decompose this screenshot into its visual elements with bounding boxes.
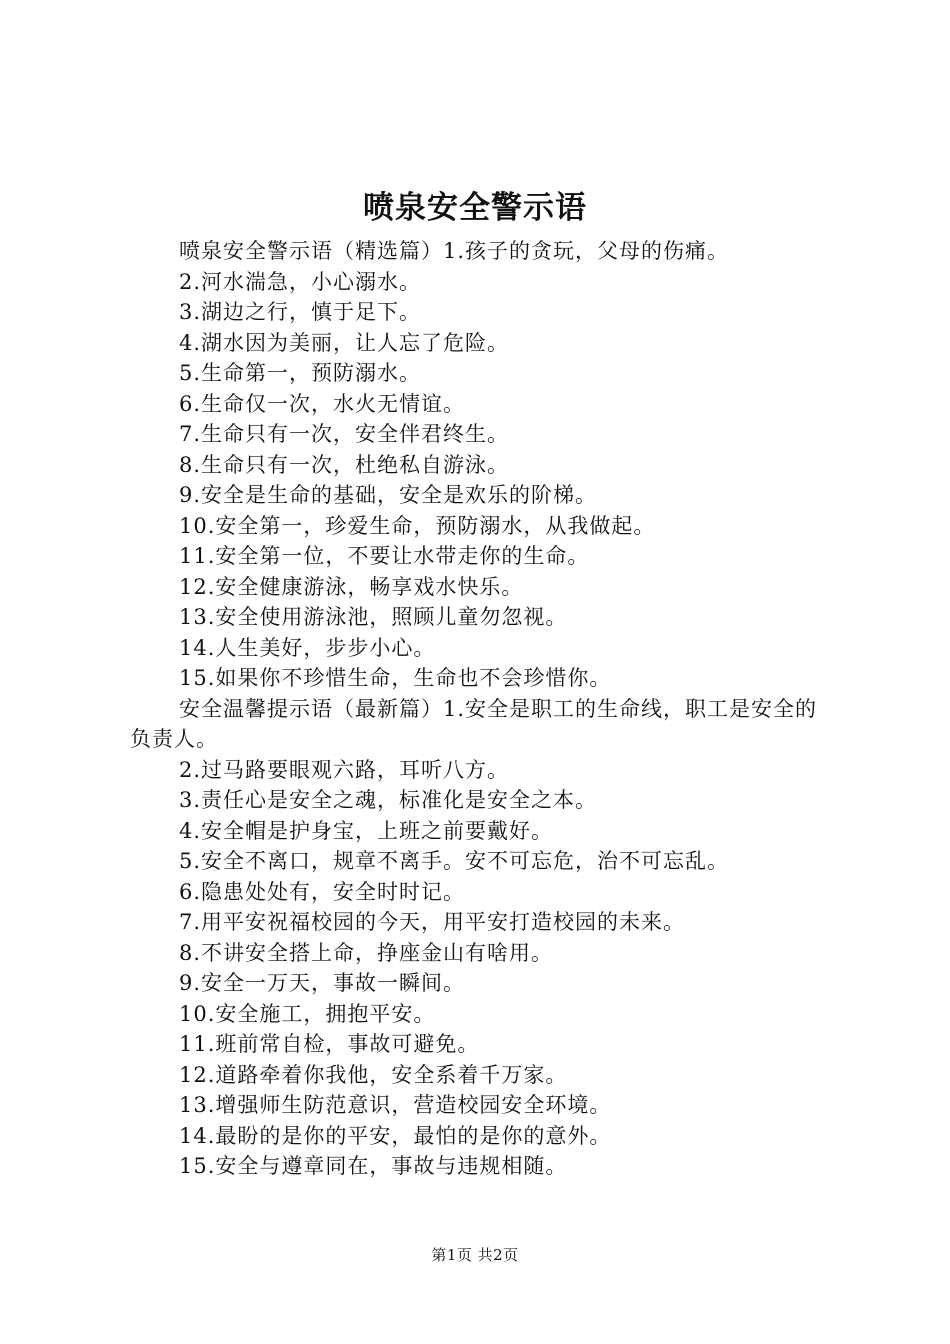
list-item: 10.安全第一，珍爱生命，预防溺水，从我做起。 <box>179 513 656 538</box>
list-item: 2.过马路要眼观六路，耳听八方。 <box>179 757 510 782</box>
list-item: 15.如果你不珍惜生命，生命也不会珍惜你。 <box>179 666 612 690</box>
list-item: 3.湖边之行，慎于足下。 <box>179 300 422 324</box>
list-item: 11.班前常自检，事故可避免。 <box>179 1032 480 1056</box>
list-item: 7.用平安祝福校园的今天，用平安打造校园的未来。 <box>179 910 686 934</box>
list-item: 5.生命第一，预防溺水。 <box>179 361 422 385</box>
document-body <box>130 236 830 1182</box>
list-item: 11.安全第一位，不要让水带走你的生命。 <box>179 544 590 568</box>
list-item: 9.安全是生命的基础，安全是欢乐的阶梯。 <box>179 483 598 507</box>
list-item: 3.责任心是安全之魂，标准化是安全之本。 <box>179 788 598 812</box>
list-item: 4.安全帽是护身宝，上班之前要戴好。 <box>179 818 554 843</box>
list-item: 5.安全不离口，规章不离手。安不可忘危，治不可忘乱。 <box>179 849 730 873</box>
list-item: 14.最盼的是你的平安，最怕的是你的意外。 <box>179 1123 612 1148</box>
list-item: 14.人生美好，步步小心。 <box>179 635 436 660</box>
list-item: 9.安全一万天，事故一瞬间。 <box>179 971 466 995</box>
list-item: 7.生命只有一次，安全伴君终生。 <box>179 422 510 446</box>
list-item: 12.道路牵着你我他，安全系着千万家。 <box>179 1062 568 1087</box>
list-item: 4.湖水因为美丽，让人忘了危险。 <box>179 330 510 355</box>
section2-intro: 安全温馨提示语（最新篇）1.安全是职工的生命线，职工是安全的负责人。 <box>130 696 818 751</box>
document-title: 喷泉安全警示语 <box>363 190 587 226</box>
list-item: 10.安全施工，拥抱平安。 <box>179 1001 436 1026</box>
list-item: 8.生命只有一次，杜绝私自游泳。 <box>179 452 510 477</box>
list-item: 15.安全与遵章同在，事故与违规相随。 <box>179 1154 568 1178</box>
list-item: 6.隐患处处有，安全时时记。 <box>179 879 466 904</box>
list-item: 2.河水湍急，小心溺水。 <box>179 269 422 294</box>
list-item: 6.生命仅一次，水火无情谊。 <box>179 391 466 416</box>
section1-intro: 喷泉安全警示语（精选篇）1.孩子的贪玩，父母的伤痛。 <box>179 239 730 263</box>
list-item: 13.增强师生防范意识，营造校园安全环境。 <box>179 1093 612 1117</box>
list-item: 8.不讲安全搭上命，挣座金山有啥用。 <box>179 940 554 965</box>
page-footer: 第1页 共2页 <box>431 1246 519 1264</box>
list-item: 13.安全使用游泳池，照顾儿童勿忽视。 <box>179 605 568 629</box>
list-item: 12.安全健康游泳，畅享戏水快乐。 <box>179 574 524 599</box>
